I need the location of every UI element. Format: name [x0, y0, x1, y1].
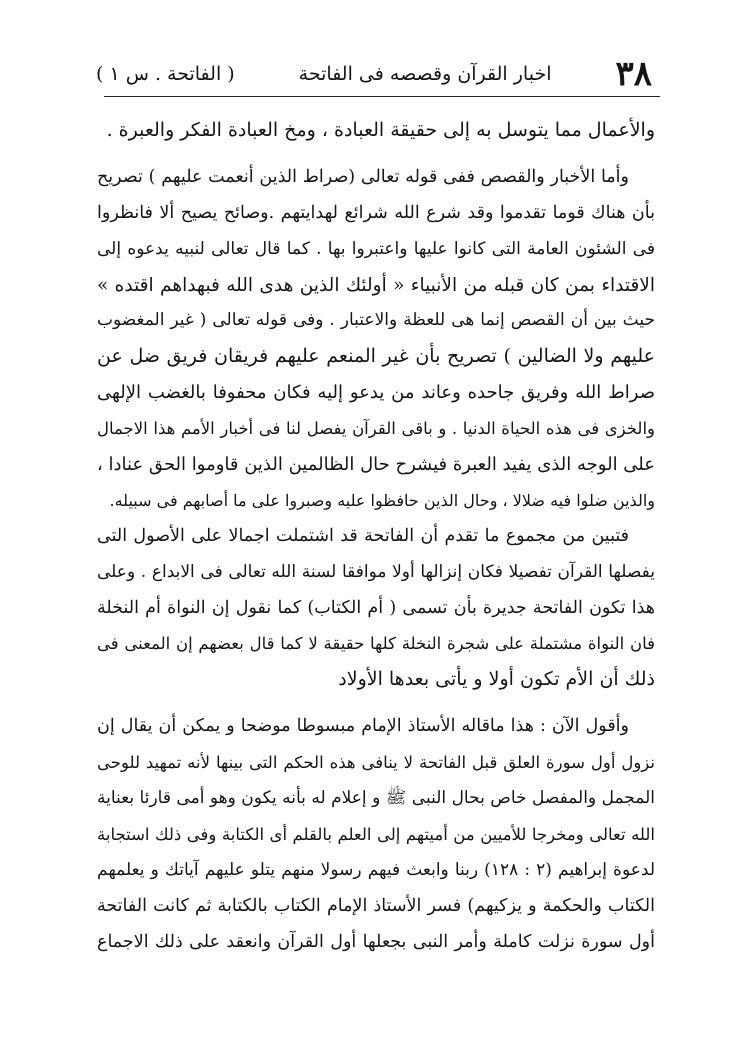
paragraph-1: [97, 113, 655, 149]
text-line: الكتاب والحكمة و يزكيهم) فسر الأستاذ الإمام الكتاب بالكتابة ثم كانت الفاتحة: [97, 895, 655, 916]
text-line: فتبين من مجموع ما تقدم أن الفاتحة قد اشتملت اجمالا على الأصول التى: [97, 525, 629, 546]
text-line: والأعمال مما يتوسل به إلى حقيقة العبادة ، ومخ العبادة الفكر والعبرة .: [106, 119, 655, 141]
body-text: [97, 113, 655, 960]
text-line: الله تعالى ومخرجا للأميين من أميتهم إلى العلم بالقلم أى الكتابة وفى ذلك استجابة: [97, 824, 655, 844]
text-line: على الوجه الذى يفيد العبرة فيشرح حال الظالمين الذين قاوموا الحق عنادا ،: [97, 454, 655, 476]
chapter-reference: ( الفاتحة . س ١ ): [96, 63, 235, 85]
paragraph-3: [97, 519, 655, 698]
text-line: وأما الأخبار والقصص ففى قوله تعالى (صراط الذين أنعمت عليهم ) تصريح: [97, 166, 629, 187]
text-line: وأقول الآن : هذا ماقاله الأستاذ الإمام مبسوطا موضحا و يمكن أن يقال إن: [97, 716, 629, 737]
text-line: فان النواة مشتملة على شجرة النخلة كلها حقيقة لا كما قال بعضهم إن المعنى فى: [97, 634, 655, 654]
text-line: عليهم ولا الضالين ) تصريح بأن غير المنعم عليهم فريقان فريق ضل عن: [97, 345, 655, 368]
text-line: فى الشئون العامة التى كانوا عليها واعتبروا بها . كما قال تعالى لنبيه يدعوه إلى: [97, 238, 655, 259]
text-line: لدعوة إبراهيم (٢ : ١٢٨) ربنا وابعث فيهم رسولا منهم يتلو عليهم آياتك و يعلمهم: [97, 859, 655, 880]
text-line: المجمل والمفصل خاص بحال النبى ﷺ و إعلام له بأنه يكون وهو أمى قارئا بعناية: [97, 788, 655, 809]
text-line: صراط الله وفريق جاحده وعاند من يدعو إليه فكان محفوفا بالغضب الإلهى: [97, 382, 655, 404]
text-line: والخزى فى هذه الحياة الدنيا . و باقى القرآن يفصل لنا فى أخبار الأمم هذا الاجمال: [97, 419, 655, 439]
header-divider: [104, 96, 660, 97]
running-title: اخبار القرآن وقصصه فى الفاتحة: [298, 63, 552, 85]
text-line: هذا تكون الفاتحة جديرة بأن تسمى ( أم الكتاب) كما نقول إن النواة أم النخلة: [97, 597, 655, 618]
paragraph-2: [97, 160, 655, 519]
text-line: والذين ضلوا فيه ضلالا ، وحال الذين حافظوا عليه وصبروا على ما أصابهم فى سبيله.: [109, 490, 655, 510]
text-line: الاقتداء بمن كان قبله من الأنبياء « أولئك الذين هدى الله فبهداهم اقتده »: [97, 274, 655, 296]
text-line: حيث بين أن القصص إنما هى للعظة والاعتبار . وفى قوله تعالى ( غير المغضوب: [97, 310, 655, 331]
text-line: بأن هناك قوما تقدموا وقد شرع الله شرائع لهدايتهم .وصائح يصيح ألا فانظروا: [97, 202, 655, 223]
text-line: يفصلها القرآن تفصيلا فكان إنزالها أولا موافقا لسنة الله تعالى فى الابداع . وعلى: [97, 561, 655, 582]
page-header: [96, 54, 652, 94]
paragraph-4: [97, 709, 655, 960]
text-line: ذلك أن الأم تكون أولا و يأتى بعدها الأولاد: [338, 668, 655, 691]
text-line: نزول أول سورة العلق قبل الفاتحة لا ينافى هذه الحكم التى بينها لأنه تمهيد للوحى: [97, 753, 655, 773]
text-line: أول سورة نزلت كاملة وأمر النبى بجعلها أول القرآن وانعقد على ذلك الاجماع: [97, 931, 655, 952]
page-number: ٣٨: [615, 54, 652, 94]
